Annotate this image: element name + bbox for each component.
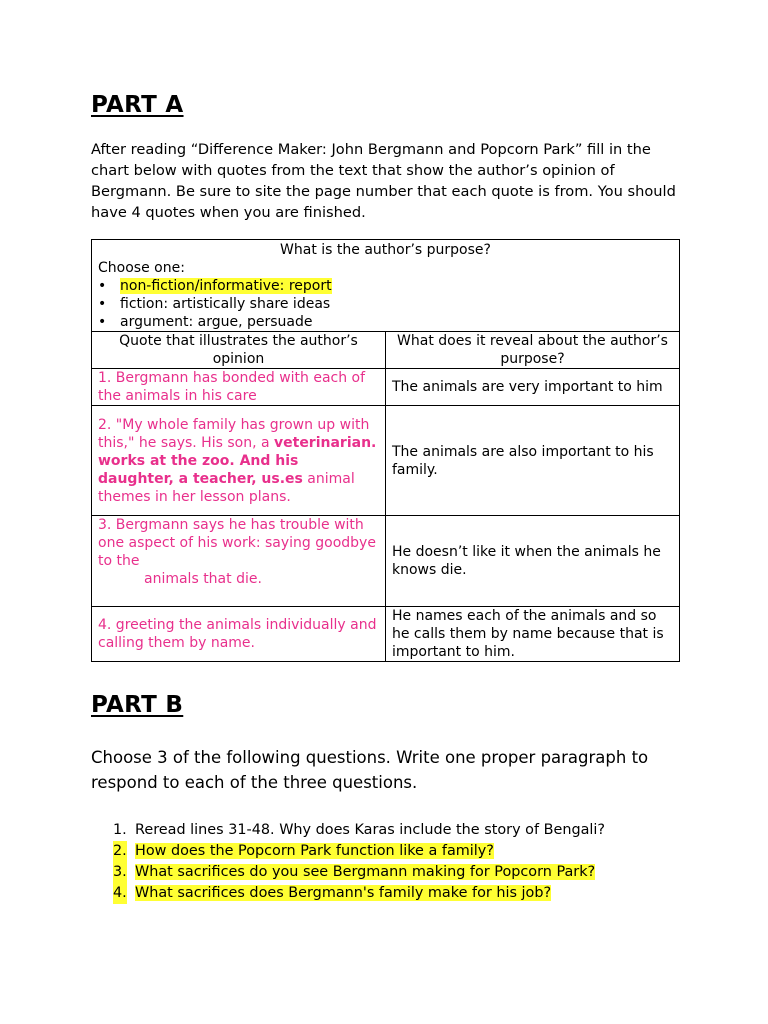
purpose-option — [98, 313, 673, 331]
part-b-instructions: Choose 3 of the following questions. Write one proper paragraph to respond to each of the three questions. — [91, 748, 649, 792]
part-a-heading: PART A — [91, 92, 184, 118]
question-text: What sacrifices do you see Bergmann making for Popcorn Park? — [135, 864, 596, 880]
quote-bold-text: veterinarian. works at the zoo. And his daughter, a teacher, us.es — [98, 434, 377, 487]
quote-text: 2. "My whole family has grown up with this," he says. His son, a — [98, 416, 370, 451]
bullet-icon: • — [98, 278, 107, 294]
quote-text: animal themes in her lesson plans. — [98, 470, 355, 505]
question-text: How does the Popcorn Park function like a family? — [135, 843, 494, 859]
table-row — [92, 369, 680, 406]
list-item — [113, 820, 605, 841]
quote-cell — [92, 516, 386, 607]
bullet-icon: • — [98, 296, 107, 312]
author-purpose-cell — [92, 240, 680, 332]
purpose-option — [98, 277, 673, 295]
question-number: 4. — [113, 883, 127, 904]
bullet-icon: • — [98, 314, 107, 330]
list-item — [113, 841, 605, 862]
purpose-option — [98, 295, 673, 313]
question-number: 3. — [113, 862, 127, 883]
quote-text: animals that die. — [144, 571, 262, 587]
quote-text: 3. Bergmann says he has trouble with one aspect of his work: saying goodbye to the — [98, 517, 376, 569]
question-list — [91, 820, 605, 904]
table-row — [92, 516, 680, 607]
reveal-column-header: What does it reveal about the author’s purpose? — [386, 332, 680, 369]
purpose-option-label: argument: argue, persuade — [120, 314, 313, 330]
purpose-option-label: fiction: artistically share ideas — [120, 296, 331, 312]
quote-cell: 1. Bergmann has bonded with each of the animals in his care — [92, 369, 386, 406]
question-text: What sacrifices does Bergmann's family make for his job? — [135, 885, 552, 901]
author-purpose-chart — [91, 239, 680, 662]
reveal-cell: He names each of the animals and so he calls them by name because that is important to him. — [386, 607, 680, 662]
question-number: 2. — [113, 841, 127, 862]
reveal-cell: The animals are very important to him — [386, 369, 680, 406]
quote-cell: 4. greeting the animals individually and calling them by name. — [92, 607, 386, 662]
purpose-options — [98, 277, 673, 331]
question-text: Reread lines 31-48. Why does Karas include the story of Bengali? — [135, 822, 606, 838]
table-row — [92, 406, 680, 516]
list-item — [113, 862, 605, 883]
part-a-instructions: After reading “Difference Maker: John Bergmann and Popcorn Park” fill in the chart below with quotes from the text that show the author’s opinion of Bergmann. Be sure to site the page number that each quote is from. You should have 4 quotes when you are finished. — [91, 141, 676, 221]
question-number: 1. — [113, 822, 127, 838]
reveal-cell: He doesn’t like it when the animals he knows die. — [386, 516, 680, 607]
list-item — [113, 883, 605, 904]
part-b-heading: PART B — [91, 692, 184, 718]
purpose-question: What is the author’s purpose? — [280, 242, 491, 258]
table-row — [92, 607, 680, 662]
reveal-cell: The animals are also important to his family. — [386, 406, 680, 516]
choose-one-label: Choose one: — [98, 260, 185, 276]
quote-column-header: Quote that illustrates the author’s opinion — [92, 332, 386, 369]
quote-cell — [92, 406, 386, 516]
purpose-option-label: non-fiction/informative: report — [120, 278, 332, 294]
table-header-row — [92, 332, 680, 369]
